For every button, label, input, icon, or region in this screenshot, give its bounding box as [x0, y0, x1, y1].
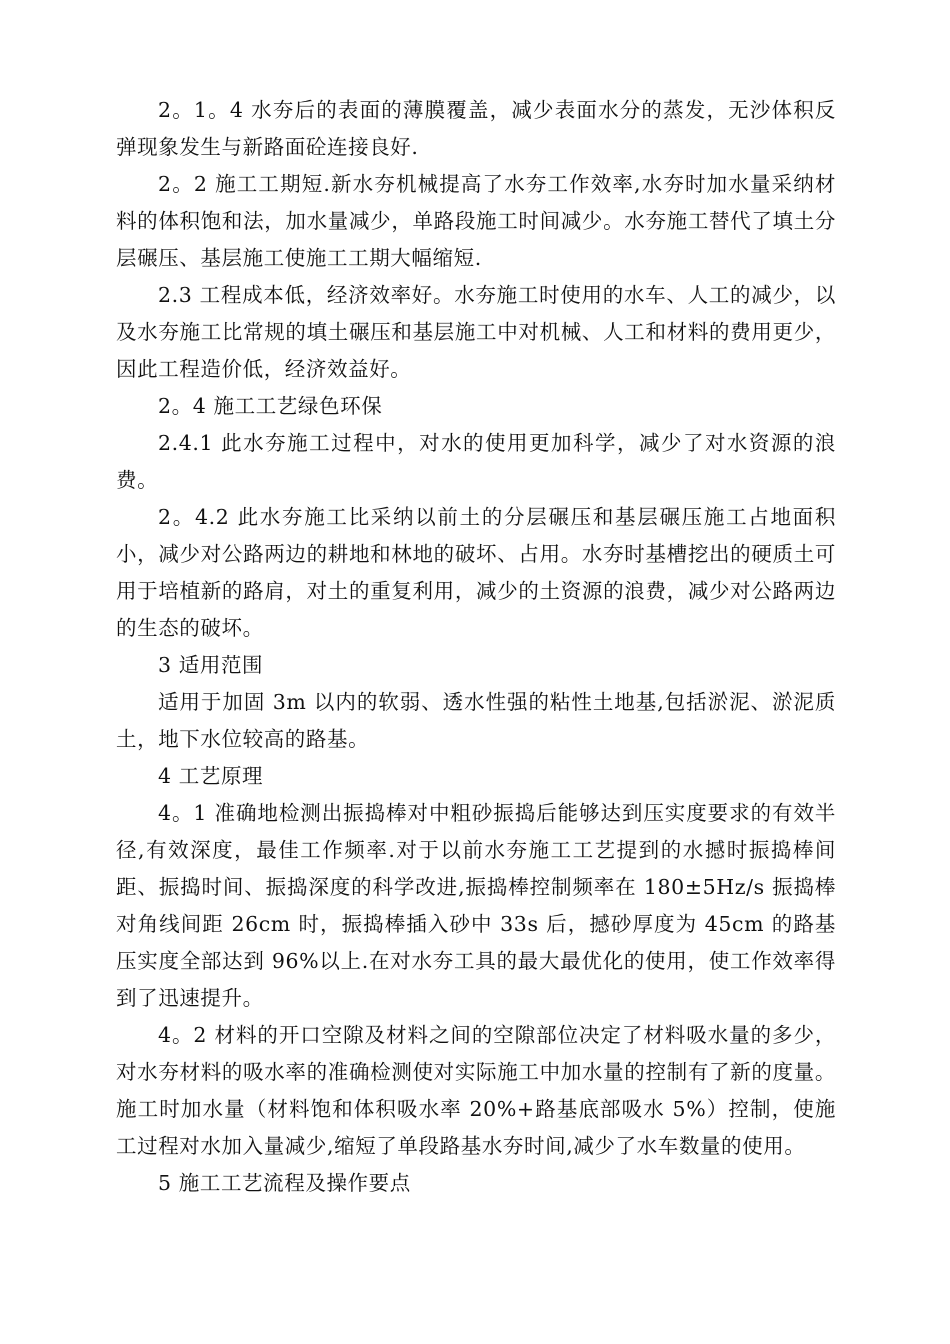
paragraph-2-2: 2。2 施工工期短.新水夯机械提高了水夯工作效率,水夯时加水量采纳材料的体积饱和法，加水量减少，单路段施工时间减少。水夯施工替代了填土分层碾压、基层施工使施工工期大幅缩短.	[116, 172, 836, 270]
heading-2-4: 2。4 施工工艺绿色环保	[158, 394, 383, 418]
heading-4-principle: 4 工艺原理	[158, 764, 264, 788]
document-body	[116, 92, 836, 1202]
heading-3-scope: 3 适用范围	[158, 653, 264, 677]
paragraph-4-1: 4。1 准确地检测出振捣棒对中粗砂振捣后能够达到压实度要求的有效半径,有效深度，最佳工作频率.对于以前水夯施工工艺提到的水撼时振捣棒间距、振捣时间、振捣深度的科学改进,振捣棒控制频率在 180±5Hz/s 振捣棒对角线间距 26cm 时，振捣棒插入砂中 33s 后，撼砂厚度为 45cm 的路基压实度全部达到 96%以上.在对水夯工具的最大最优化的使用，使工作效率得到了迅速提升。	[116, 801, 836, 1010]
paragraph-2-3: 2.3 工程成本低，经济效率好。水夯施工时使用的水车、人工的减少，以及水夯施工比常规的填土碾压和基层施工中对机械、人工和材料的费用更少，因此工程造价低，经济效益好。	[116, 283, 836, 381]
paragraph-2-1-4: 2。1。4 水夯后的表面的薄膜覆盖，减少表面水分的蒸发，无沙体积反弹现象发生与新路面砼连接良好.	[116, 98, 836, 159]
paragraph-4-2: 4。2 材料的开口空隙及材料之间的空隙部位决定了材料吸水量的多少，对水夯材料的吸水率的准确检测使对实际施工中加水量的控制有了新的度量。施工时加水量（材料饱和体积吸水率 20%+路基底部吸水 5%）控制，使施工过程对水加入量减少,缩短了单段路基水夯时间,减少了水车数量的使用。	[116, 1023, 836, 1158]
paragraph-scope: 适用于加固 3m 以内的软弱、透水性强的粘性土地基,包括淤泥、淤泥质土，地下水位较高的路基。	[116, 690, 836, 751]
paragraph-2-4-2: 2。4.2 此水夯施工比采纳以前土的分层碾压和基层碾压施工占地面积小，减少对公路两边的耕地和林地的破坏、占用。水夯时基槽挖出的硬质土可用于培植新的路肩，对土的重复利用，减少的土资源的浪费，减少对公路两边的生态的破坏。	[116, 505, 836, 640]
heading-5-process: 5 施工工艺流程及操作要点	[158, 1171, 411, 1195]
paragraph-2-4-1: 2.4.1 此水夯施工过程中，对水的使用更加科学，减少了对水资源的浪费。	[116, 431, 836, 492]
